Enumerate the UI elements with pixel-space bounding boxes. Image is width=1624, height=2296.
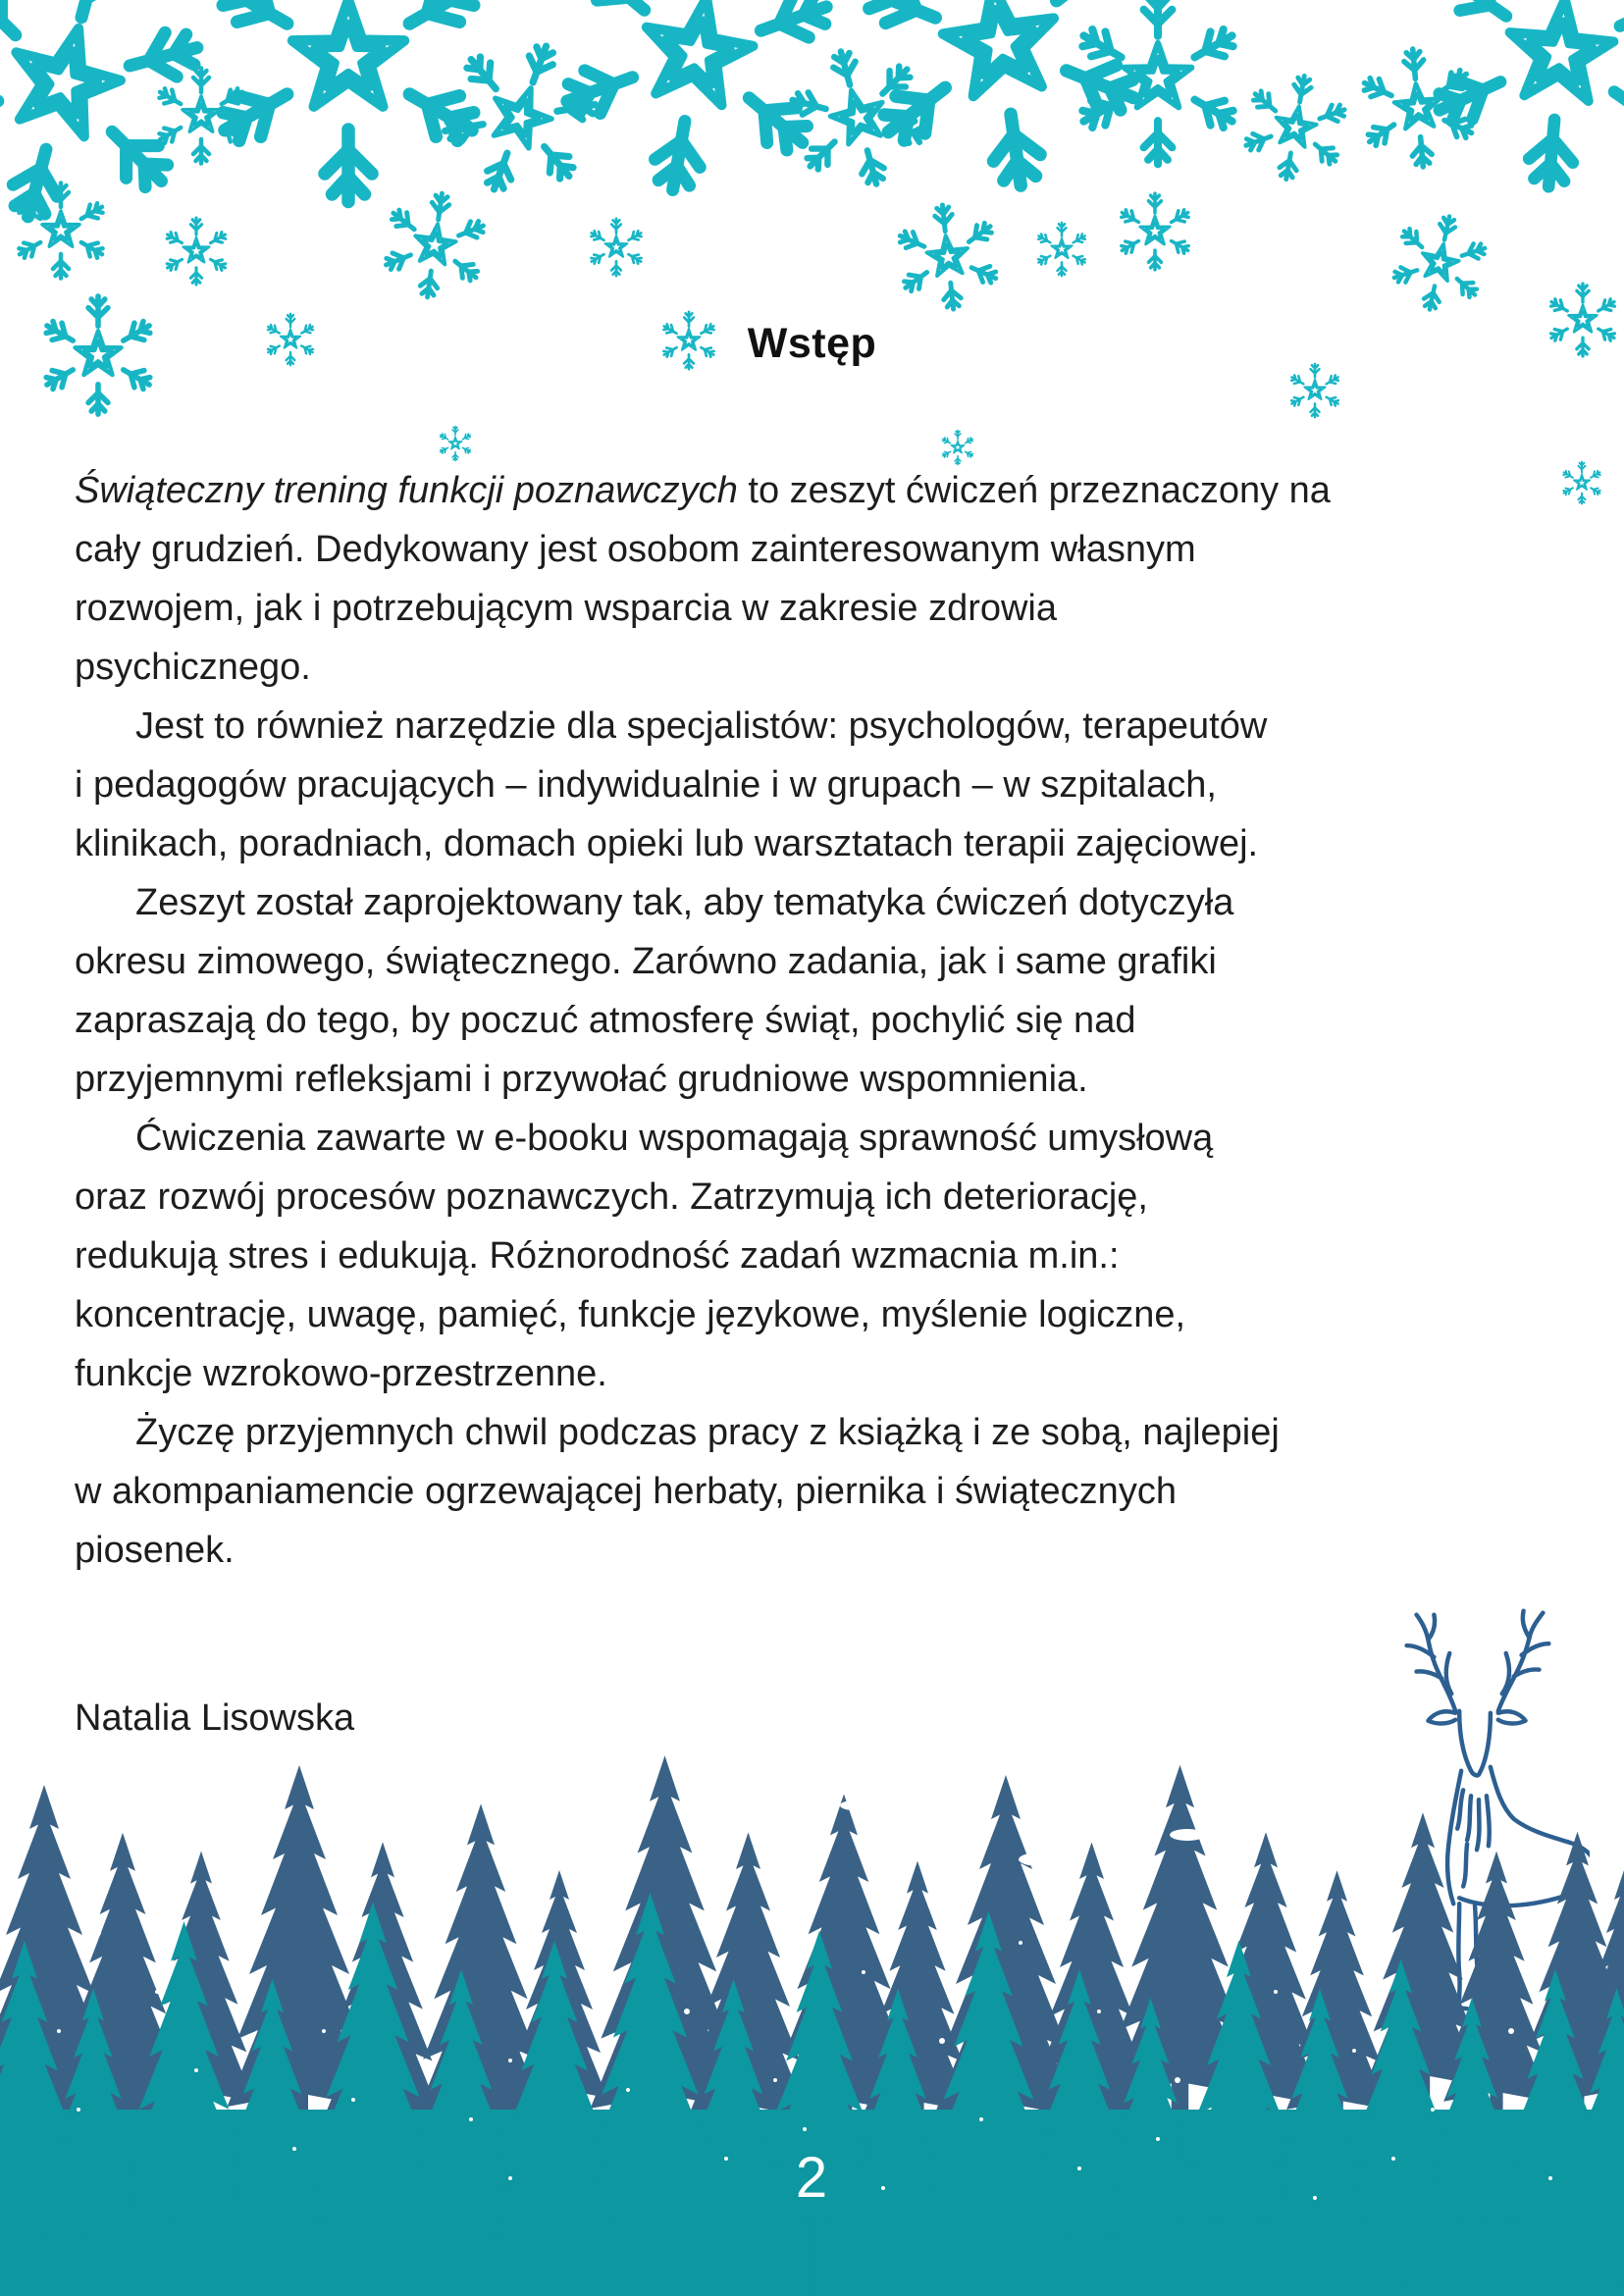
text-segment: cały grudzień. Dedykowany jest osobom zainteresowanym własnym bbox=[75, 529, 1196, 570]
page-number: 2 bbox=[795, 2146, 829, 2210]
text-segment: i pedagogów pracujących – indywidualnie i w grupach – w szpitalach, bbox=[75, 764, 1217, 806]
text-segment: redukują stres i edukują. Różnorodność zadań wzmacnia m.in.: bbox=[75, 1235, 1120, 1277]
text-segment: Jest to również narzędzie dla specjalistów: psychologów, terapeutów bbox=[135, 705, 1268, 747]
text-segment: przyjemnymi refleksjami i przywołać grudniowe wspomnienia. bbox=[75, 1059, 1088, 1100]
text-segment: psychicznego. bbox=[75, 647, 311, 688]
page-title: Wstęp bbox=[747, 320, 877, 367]
italic-text: Świąteczny trening funkcji poznawczych bbox=[75, 470, 738, 511]
paragraph bbox=[75, 461, 1576, 697]
snowflake-icon-cluster bbox=[0, 0, 1624, 503]
text-segment: okresu zimowego, świątecznego. Zarówno zadania, jak i same grafiki bbox=[75, 941, 1217, 982]
text-segment: rozwojem, jak i potrzebującym wsparcia w zakresie zdrowia bbox=[75, 588, 1058, 629]
paragraph bbox=[75, 697, 1576, 873]
text-segment: funkcje wzrokowo-przestrzenne. bbox=[75, 1353, 607, 1394]
text-segment: Życzę przyjemnych chwil podczas pracy z książką i ze sobą, najlepiej bbox=[135, 1412, 1280, 1453]
text-segment: oraz rozwój procesów poznawczych. Zatrzymują ich deteriorację, bbox=[75, 1176, 1148, 1218]
text-segment: klinikach, poradniach, domach opieki lub warsztatach terapii zajęciowej. bbox=[75, 823, 1259, 864]
body-text bbox=[75, 461, 1576, 1580]
text-segment: Zeszyt został zaprojektowany tak, aby tematyka ćwiczeń dotyczyła bbox=[135, 882, 1234, 923]
text-segment: w akompaniamencie ogrzewającej herbaty, piernika i świątecznych bbox=[75, 1471, 1177, 1512]
text-segment: koncentrację, uwagę, pamięć, funkcje językowe, myślenie logiczne, bbox=[75, 1294, 1186, 1335]
paragraph bbox=[75, 1403, 1576, 1580]
text-segment: zapraszają do tego, by poczuć atmosferę świąt, pochylić się nad bbox=[75, 1000, 1136, 1041]
text-segment: Ćwiczenia zawarte w e-booku wspomagają sprawność umysłową bbox=[135, 1118, 1214, 1159]
paragraph bbox=[75, 1109, 1576, 1403]
text-segment: to zeszyt ćwiczeń przeznaczony na bbox=[737, 470, 1331, 511]
paragraph bbox=[75, 873, 1576, 1109]
forest-silhouette bbox=[0, 1737, 1624, 2296]
text-segment: piosenek. bbox=[75, 1530, 235, 1571]
author-signature: Natalia Lisowska bbox=[75, 1697, 355, 1739]
